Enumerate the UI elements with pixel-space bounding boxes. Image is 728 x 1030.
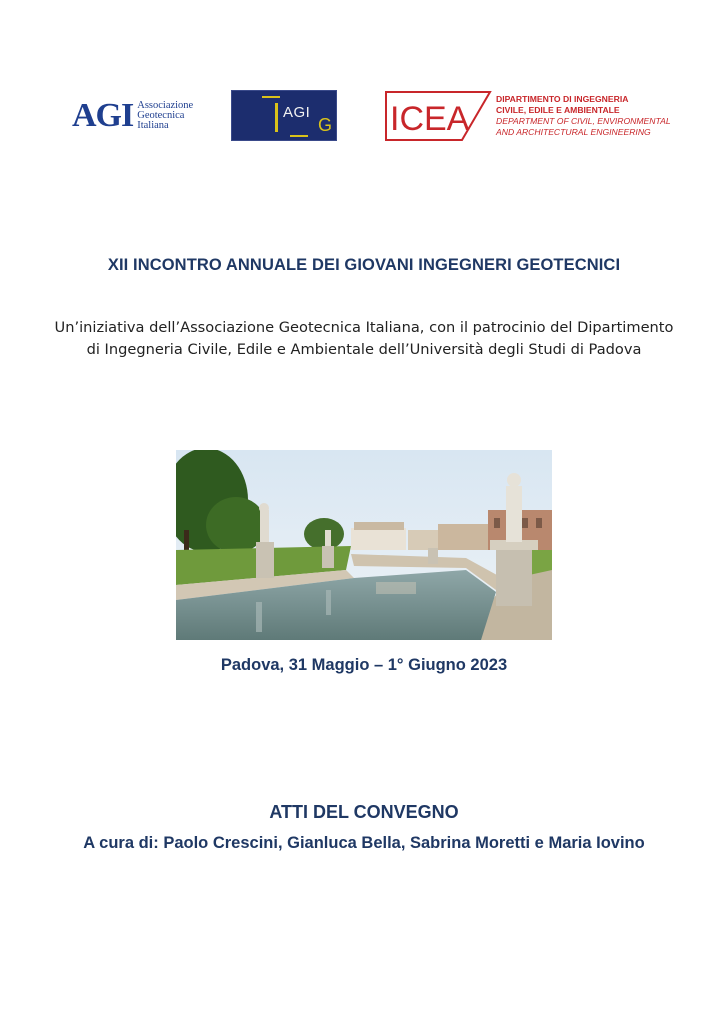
agig-accent-line-top <box>262 96 280 98</box>
icea-logo-line3: DEPARTMENT OF CIVIL, ENVIRONMENTAL <box>496 116 671 126</box>
agig-accent-line-bottom <box>290 135 308 137</box>
agi-logo-subtitle <box>137 101 193 131</box>
event-date: Padova, 31 Maggio – 1° Giugno 2023 <box>220 656 508 674</box>
agi-logo <box>72 96 193 136</box>
agi-logo-line2: Geotecnica <box>137 110 185 121</box>
intro-paragraph <box>50 317 678 361</box>
venue-photo <box>176 450 552 640</box>
proceedings-title: ATTI DEL CONVEGNO <box>269 802 459 822</box>
agig-logo-text-agi: AGI <box>283 104 311 121</box>
agi-logo-abbr: AGI <box>72 97 134 134</box>
agig-accent-line-vertical <box>275 103 278 132</box>
agig-logo-text-g: G <box>318 115 333 135</box>
icea-logo-mark <box>384 90 494 142</box>
conference-title: XII INCONTRO ANNUALE DEI GIOVANI INGEGNERI GEOTECNICI <box>107 256 621 274</box>
venue-photo-image <box>176 450 552 640</box>
icea-logo-line1: DIPARTIMENTO DI INGEGNERIA <box>496 94 629 104</box>
icea-logo-department-text <box>496 94 671 138</box>
intro-line-1: Un’iniziativa dell’Associazione Geotecnica Italiana, con il patrocinio del Dipartimento <box>54 319 674 336</box>
editors-line: A cura di: Paolo Crescini, Gianluca Bella, Sabrina Moretti e Maria Iovino <box>83 834 645 852</box>
agi-logo-line3: Italiana <box>137 120 169 131</box>
icea-logo-line4: AND ARCHITECTURAL ENGINEERING <box>496 127 651 137</box>
agig-logo <box>231 90 337 141</box>
agi-logo-line1: Associazione <box>137 100 194 111</box>
icea-logo-abbr: ICEA <box>390 100 470 138</box>
intro-line-2: di Ingegneria Civile, Edile e Ambientale dell’Università degli Studi di Padova <box>86 341 642 358</box>
icea-logo <box>384 90 671 142</box>
icea-logo-line2: CIVILE, EDILE E AMBIENTALE <box>496 105 620 115</box>
